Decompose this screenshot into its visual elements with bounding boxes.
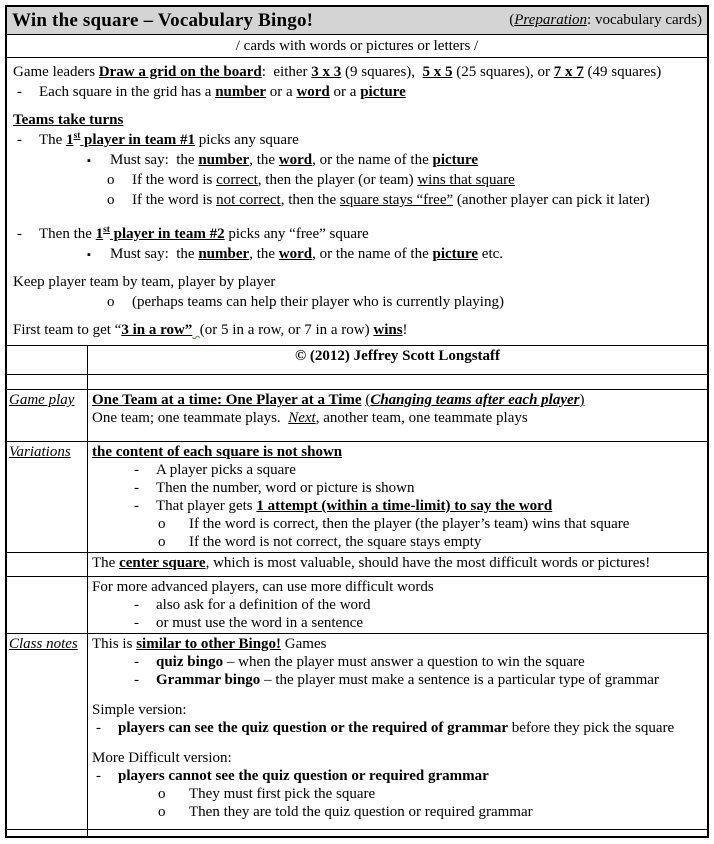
text-line: One team; one teammate plays. Next, another team, one teammate plays [92,410,528,426]
text-line: One Team at a time: One Player at a Time (Changing teams after each player) [92,392,585,408]
text-line: First team to get “3 in a row” (or 5 in a row, or 7 in a row) wins! [13,322,408,338]
table-row-bottom-spacer [7,829,707,838]
dash-bullet: - [17,84,22,100]
table-row-spacer [7,374,707,389]
text-line: - players cannot see the quiz question or required grammar [96,768,489,784]
dash-bullet: - [96,768,101,784]
preparation-note: (Preparation: vocabulary cards) [509,12,702,28]
text-line: - Then the 1st player in team #2 picks any “free” square [17,225,369,242]
spacer-cell [88,375,707,389]
text-line: - players can see the quiz question or the required of grammar before they pick the square [96,720,675,736]
dash-bullet: - [134,462,139,478]
text-line: - or must use the word in a sentence [134,615,364,631]
dash-bullet: - [17,132,22,148]
table-row-class-notes [7,633,707,829]
text-line: More Difficult version: [92,750,232,766]
dash-bullet: - [134,615,139,631]
text-line: - Then the number, word or picture is shown [134,480,415,496]
row-label-game-play [7,390,88,441]
text-line: o If the word is not correct, the square stays empty [158,534,482,550]
row-label [7,830,88,838]
text-line: ▪ Must say: the number, the word, or the name of the picture etc. [11,244,703,264]
circle-bullet: o [158,516,166,532]
text-line: - Each square in the grid has a number or a word or a picture [17,84,406,100]
text-line: o If the word is correct, then the player (the player’s team) wins that square [158,516,630,532]
blank-line [11,210,703,224]
text-line: - That player gets 1 attempt (within a time-limit) to say the word [134,498,553,514]
text-line: o (perhaps teams can help their player who is currently playing) [107,294,504,310]
text-line: Teams take turns [13,112,124,128]
row-label [7,375,88,389]
table-row-advanced [7,576,707,633]
circle-bullet: o [158,534,166,550]
row-label-variations [7,442,88,552]
row-label-class-notes [7,634,88,829]
dash-bullet: - [134,597,139,613]
copyright-cell [88,346,707,374]
text-line: Class notes [9,636,78,652]
title-bar [7,7,707,34]
text-line: ▪ Must say: the number, the word, or the name of the picture [11,150,703,170]
circle-bullet: o [107,294,115,310]
text-line: Game play [9,392,75,408]
subtitle-row: / cards with words or pictures or letters / [7,34,707,57]
text-line: - A player picks a square [134,462,296,478]
circle-bullet: o [107,192,115,208]
row-label [7,346,88,374]
blank-line [11,312,703,320]
circle-bullet: o [158,786,166,802]
instructions-cell [7,57,707,345]
text-line: o Then they are told the quiz question or required grammar [158,804,533,820]
page-title: Win the square – Vocabulary Bingo! [12,9,314,31]
table-row-game-play [7,389,707,441]
text-line: - also ask for a definition of the word [134,597,371,613]
text-line: © (2012) Jeffrey Scott Longstaff [294,348,501,364]
text-line: Game leaders Draw a grid on the board: either 3 x 3 (9 squares), 5 x 5 (25 squares), or 7 x 7 (49 squares) [13,64,662,80]
dash-bullet: - [134,498,139,514]
square-bullet: ▪ [87,155,91,167]
text-line: This is similar to other Bingo! Games [92,636,327,652]
circle-bullet: o [107,172,115,188]
blank-line [11,102,703,110]
text-line: - quiz bingo – when the player must answer a question to win the square [134,654,585,670]
dash-bullet: - [134,654,139,670]
blank-line [92,689,703,701]
text-line: For more advanced players, can use more difficult words [92,579,434,595]
text-line: o They must first pick the square [158,786,376,802]
game-play-cell [88,390,707,441]
document-table [5,5,709,838]
text-line: Variations [9,444,71,460]
text-line: Keep player team by team, player by player [13,274,276,290]
row-label [7,577,88,633]
text-line: - The 1st player in team #1 picks any square [17,131,299,148]
text-line: - Grammar bingo – the player must make a sentence is a particular type of grammar [134,672,659,688]
dash-bullet: - [134,672,139,688]
text-line: Simple version: [92,702,187,718]
text-line: the content of each square is not shown [92,444,343,460]
dash-bullet: - [134,480,139,496]
square-bullet: ▪ [87,249,91,261]
text-line: o If the word is not correct, then the square stays “free” (another player can pick it later) [107,192,650,208]
text-line: o If the word is correct, then the player (or team) wins that square [107,172,515,188]
advanced-players-cell [88,577,707,633]
blank-line [11,264,703,272]
variations-cell [88,442,707,552]
bottom-spacer-cell [88,830,707,838]
class-notes-cell [88,634,707,829]
dash-bullet: - [96,720,101,736]
table-row-variations [7,441,707,552]
table-row-copyright [7,345,707,374]
dash-bullet: - [17,226,22,242]
row-label [7,553,88,576]
blank-line [92,737,703,749]
text-line: The center square, which is most valuable, should have the most difficult words or pictures! [92,555,651,571]
center-square-cell [88,553,707,576]
table-row-center-square [7,552,707,576]
circle-bullet: o [158,804,166,820]
